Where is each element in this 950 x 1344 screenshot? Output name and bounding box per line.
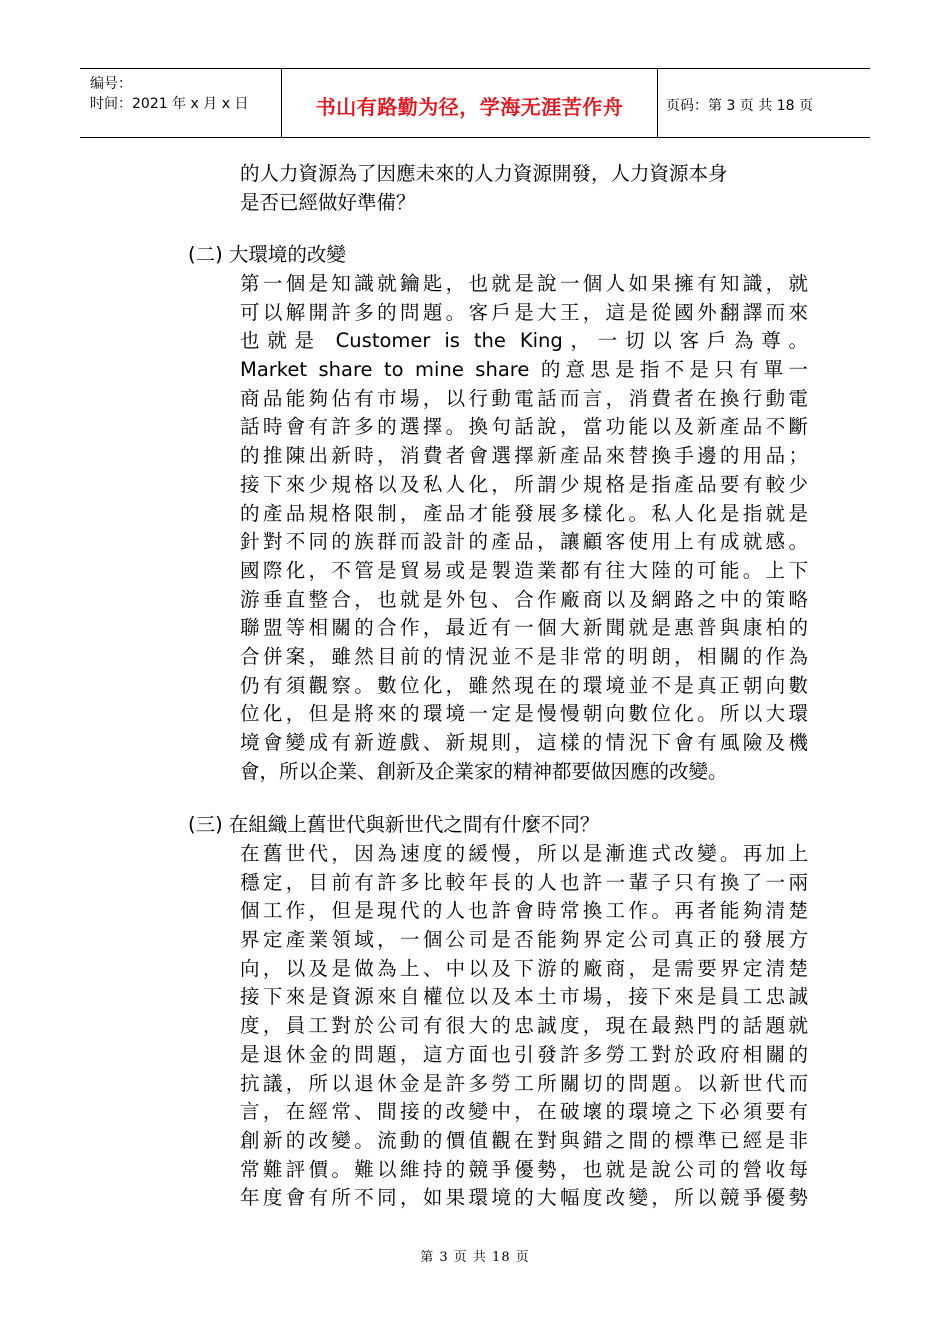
text-line: 國際化，不管是貿易或是製造業都有往大陸的可能。上下: [240, 558, 808, 582]
text-line: 抗議，所以退休金是許多勞工所關切的問題。以新世代而: [240, 1071, 808, 1095]
text-line: 話時會有許多的選擇。換句話說，當功能以及新產品不斷: [240, 415, 808, 439]
continuation-paragraph: [240, 160, 808, 217]
text-line: 合併案，雖然目前的情況並不是非常的明朗，相關的作為: [240, 644, 808, 668]
text-line: 聯盟等相關的合作，最近有一個大新聞就是惠普與康柏的: [240, 616, 808, 640]
text-line: Market share to mine share 的意思是指不是只有單一: [240, 358, 808, 382]
text-line: 個工作，但是現代的人也許會時常換工作。再者能夠清楚: [240, 899, 808, 923]
text-line: 穩定，目前有許多比較年長的人也許一輩子只有換了一兩: [240, 870, 808, 894]
section-heading-3: (三) 在組織上舊世代與新世代之間有什麼不同？: [188, 813, 600, 836]
header-page-cell: [658, 69, 870, 137]
text-line: 是退休金的問題，這方面也引發許多勞工對於政府相關的: [240, 1042, 808, 1066]
text-line: 接下來少規格以及私人化，所謂少規格是指產品要有較少: [240, 472, 808, 496]
text-line: 商品能夠佔有市場，以行動電話而言，消費者在換行動電: [240, 386, 808, 410]
header-page-info: 页码：第 3 页 共 18 页: [666, 98, 813, 114]
header-meta-cell: [80, 69, 282, 137]
section-2-paragraph: [240, 270, 808, 786]
text-line: 可以解開許多的問題。客戶是大王，這是從國外翻譯而來: [240, 300, 808, 324]
text-line: 界定產業領域，一個公司是否能夠界定公司真正的發展方: [240, 928, 808, 952]
text-line: 游垂直整合，也就是外包、合作廠商以及網路之中的策略: [240, 587, 808, 611]
header-slogan-cell: [282, 69, 658, 137]
text-line: 針對不同的族群而設計的產品，讓顧客使用上有成就感。: [240, 530, 808, 554]
text-line: 向，以及是做為上、中以及下游的廠商，是需要界定清楚: [240, 956, 808, 980]
document-number-label: 编号：: [90, 76, 132, 92]
section-3-paragraph: [240, 840, 808, 1213]
text-line: 位化，但是將來的環境一定是慢慢朝向數位化。所以大環: [240, 702, 808, 726]
text-line: 境會變成有新遊戲、新規則，這樣的情況下會有風險及機: [240, 731, 808, 754]
text-line: 創新的改變。流動的價值觀在對與錯之間的標準已經是非: [240, 1128, 808, 1152]
text-line: 也就是 Customer is the King，一切以客戶為尊。: [240, 329, 808, 353]
text-line: 的推陳出新時，消費者會選擇新產品來替換手邊的用品；: [240, 444, 808, 468]
text-line: 在舊世代，因為速度的緩慢，所以是漸進式改變。再加上: [240, 842, 808, 865]
text-line: 是否已經做好準備？: [240, 190, 416, 214]
text-line: 言，在經常、間接的改變中，在破壞的環境之下必須要有: [240, 1100, 808, 1124]
document-date: 时间：2021 年 x 月 x 日: [90, 96, 249, 112]
text-line: 會，所以企業、創新及企業家的精神都要做因應的改變。: [240, 759, 728, 783]
text-line: 的人力資源為了因應未來的人力資源開發，人力資源本身: [240, 162, 728, 185]
text-line: 常難評價。難以維持的競爭優勢，也就是說公司的營收每: [240, 1157, 808, 1181]
text-line: 年度會有所不同，如果環境的大幅度改變，所以競爭優勢: [240, 1186, 808, 1210]
text-line: 度，員工對於公司有很大的忠誠度，現在最熱門的話題就: [240, 1014, 808, 1038]
page-header: [80, 68, 870, 138]
text-line: 的產品規格限制，產品才能發展多樣化。私人化是指就是: [240, 501, 808, 525]
page-footer: 第 3 页 共 18 页: [420, 1250, 530, 1265]
text-line: 接下來是資源來自權位以及本土市場，接下來是員工忠誠: [240, 985, 808, 1009]
section-heading-2: (二) 大環境的改變: [188, 243, 346, 266]
text-line: 仍有須觀察。數位化，雖然現在的環境並不是真正朝向數: [240, 673, 808, 697]
text-line: 第一個是知識就鑰匙，也就是說一個人如果擁有知識，就: [240, 272, 808, 295]
header-slogan: 书山有路勤为径，学海无涯苦作舟: [315, 95, 624, 119]
